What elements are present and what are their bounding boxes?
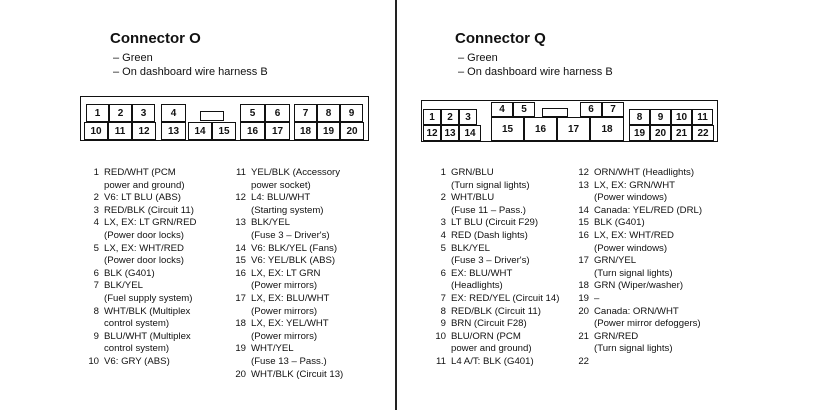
wire-pin-number: 6 bbox=[440, 267, 446, 279]
wire-entry bbox=[85, 192, 196, 205]
wire-pin-number: 13 bbox=[578, 179, 589, 191]
pin-q-13: 13 bbox=[441, 125, 459, 141]
pin-o-1: 1 bbox=[86, 104, 109, 122]
wire-description-line: GRN/BLU bbox=[451, 167, 494, 178]
wire-description-line: LX, EX: WHT/RED bbox=[104, 242, 184, 254]
wire-description-line: BLK/YEL bbox=[451, 242, 490, 254]
wire-entry bbox=[432, 243, 559, 268]
wire-description-line: Canada: YEL/RED (DRL) bbox=[594, 204, 703, 216]
pin-q-17: 17 bbox=[557, 117, 590, 141]
wire-pin-number: 5 bbox=[440, 242, 446, 254]
wire-description bbox=[104, 243, 184, 268]
wire-description bbox=[251, 268, 321, 293]
wire-pin-number: 16 bbox=[578, 229, 589, 241]
wire-description-line: L4 A/T: BLK (G401) bbox=[451, 355, 534, 367]
wire-description bbox=[104, 167, 185, 192]
wire-description-line: (Power door locks) bbox=[104, 229, 184, 241]
pin-q-10: 10 bbox=[671, 109, 692, 125]
wire-description-line: BLU/WHT (Multiplex bbox=[104, 330, 191, 342]
wire-pin-number: 7 bbox=[93, 280, 99, 292]
wire-entry bbox=[232, 343, 343, 368]
wire-entry bbox=[575, 167, 702, 180]
wire-description bbox=[251, 343, 327, 368]
wire-description-line: LX, EX: LT GRN/RED bbox=[104, 217, 197, 229]
wire-pin-number: 18 bbox=[235, 318, 246, 330]
divider-line bbox=[395, 0, 397, 410]
wire-description bbox=[104, 205, 194, 218]
wire-description-line: ORN/WHT (Headlights) bbox=[594, 167, 695, 178]
wire-entry bbox=[432, 167, 559, 192]
wire-entry bbox=[232, 192, 343, 217]
wire-entry bbox=[575, 280, 702, 293]
wire-pin-number: 2 bbox=[440, 192, 446, 204]
wire-description bbox=[251, 255, 335, 268]
wire-description-line: LX, EX: GRN/WHT bbox=[594, 179, 676, 191]
wire-description bbox=[594, 205, 702, 218]
wire-entry bbox=[432, 293, 559, 306]
wire-entry bbox=[232, 293, 343, 318]
pin-q-9: 9 bbox=[650, 109, 671, 125]
wire-description bbox=[104, 192, 181, 205]
wire-pin-number: 13 bbox=[235, 217, 246, 229]
pin-o-13: 13 bbox=[161, 122, 186, 140]
wire-description bbox=[251, 318, 329, 343]
wire-entry bbox=[232, 268, 343, 293]
wire-description-line: (Starting system) bbox=[251, 204, 324, 216]
wire-description bbox=[594, 167, 694, 180]
connector-o-list-col1 bbox=[85, 167, 196, 369]
wire-description bbox=[451, 217, 538, 230]
wire-entry bbox=[432, 306, 559, 319]
wire-description bbox=[451, 192, 526, 217]
wire-description bbox=[451, 268, 512, 293]
wire-pin-number: 1 bbox=[93, 167, 99, 178]
wire-pin-number: 10 bbox=[88, 355, 99, 367]
pin-q-19: 19 bbox=[629, 125, 650, 141]
wire-description bbox=[104, 217, 196, 242]
wire-description bbox=[251, 369, 343, 382]
wire-description-line: LX, EX: WHT/RED bbox=[594, 229, 674, 241]
wire-pin-number: 19 bbox=[235, 343, 246, 355]
wire-description bbox=[251, 293, 329, 318]
wire-description-line: GRN (Wiper/washer) bbox=[594, 280, 684, 292]
wire-description-line: BLK/YEL bbox=[104, 280, 143, 292]
pin-o-11: 11 bbox=[108, 122, 132, 140]
wire-description-line: BRN (Circuit F28) bbox=[451, 318, 527, 330]
connector-q-color: – Green bbox=[458, 52, 498, 64]
wire-description-line: (Power mirrors) bbox=[251, 305, 318, 317]
pin-q-3: 3 bbox=[459, 109, 477, 125]
wire-description bbox=[594, 293, 599, 306]
wire-pin-number: 3 bbox=[440, 217, 446, 229]
wire-description-line: (Fuse 3 – Driver's) bbox=[451, 255, 530, 267]
wire-description bbox=[594, 217, 645, 230]
pin-o-2: 2 bbox=[109, 104, 132, 122]
wire-entry bbox=[85, 243, 196, 268]
wire-description bbox=[251, 243, 337, 256]
pin-q-11: 11 bbox=[692, 109, 713, 125]
wire-entry bbox=[85, 205, 196, 218]
wire-entry bbox=[432, 192, 559, 217]
pin-q-1: 1 bbox=[423, 109, 441, 125]
wire-entry bbox=[575, 356, 702, 369]
wire-description-line: (Power mirrors) bbox=[251, 330, 318, 342]
wire-description bbox=[451, 331, 532, 356]
wire-description-line: L4: BLU/WHT bbox=[251, 192, 311, 204]
wire-description bbox=[451, 293, 559, 306]
wire-pin-number: 14 bbox=[578, 204, 589, 216]
wire-entry bbox=[85, 306, 196, 331]
wire-description bbox=[594, 230, 674, 255]
wire-pin-number: 1 bbox=[440, 167, 446, 178]
wire-description-line: power socket) bbox=[251, 179, 311, 191]
wire-description bbox=[451, 243, 530, 268]
wire-description-line: (Turn signal lights) bbox=[594, 267, 673, 279]
wire-description bbox=[251, 167, 340, 192]
wire-description-line: WHT/BLU bbox=[451, 192, 495, 204]
wire-entry bbox=[85, 280, 196, 305]
pin-o-17: 17 bbox=[265, 122, 290, 140]
wire-description-line: V6: YEL/BLK (ABS) bbox=[251, 255, 336, 267]
wire-pin-number: 11 bbox=[236, 167, 246, 178]
wire-description-line: BLK/YEL bbox=[251, 217, 290, 229]
wire-entry bbox=[432, 230, 559, 243]
wire-pin-number: 12 bbox=[235, 192, 246, 204]
wire-pin-number: 4 bbox=[93, 217, 99, 229]
wire-description-line: power and ground) bbox=[104, 179, 185, 191]
wire-entry bbox=[575, 205, 702, 218]
wire-entry bbox=[432, 217, 559, 230]
wire-pin-number: 6 bbox=[93, 267, 99, 279]
wire-pin-number: 17 bbox=[235, 292, 246, 304]
connector-q-location: – On dashboard wire harness B bbox=[458, 66, 613, 78]
pin-o-5: 5 bbox=[240, 104, 265, 122]
pin-o-12: 12 bbox=[132, 122, 156, 140]
wire-pin-number: 4 bbox=[440, 229, 446, 241]
wire-description-line: (Turn signal lights) bbox=[451, 179, 530, 191]
wire-entry bbox=[232, 318, 343, 343]
pin-o-4: 4 bbox=[161, 104, 186, 122]
wire-description-line: WHT/BLK (Circuit 13) bbox=[251, 368, 344, 380]
wire-description bbox=[594, 306, 701, 331]
pin-q-22: 22 bbox=[692, 125, 714, 141]
wire-pin-number: 9 bbox=[440, 318, 446, 330]
pin-q-21: 21 bbox=[671, 125, 692, 141]
wire-pin-number: 10 bbox=[435, 330, 446, 342]
wire-entry bbox=[575, 331, 702, 356]
pin-o-15: 15 bbox=[212, 122, 236, 140]
wire-description-line: – bbox=[594, 292, 600, 304]
pin-o-7: 7 bbox=[294, 104, 317, 122]
wire-entry bbox=[232, 243, 343, 256]
wire-entry bbox=[85, 268, 196, 281]
wire-description-line: BLK (G401) bbox=[104, 267, 155, 279]
wire-description bbox=[104, 268, 155, 281]
wire-entry bbox=[432, 268, 559, 293]
pin-o-8: 8 bbox=[317, 104, 340, 122]
wire-pin-number: 17 bbox=[578, 255, 589, 267]
wire-description bbox=[251, 192, 324, 217]
wire-description-line: RED/BLK (Circuit 11) bbox=[104, 204, 194, 216]
pin-o-6: 6 bbox=[265, 104, 290, 122]
wire-entry bbox=[85, 217, 196, 242]
pin-q-20: 20 bbox=[650, 125, 671, 141]
pin-q-18: 18 bbox=[590, 117, 624, 141]
wire-description-line: LX, EX: LT GRN bbox=[251, 267, 321, 279]
wire-description-line: WHT/BLK (Multiplex bbox=[104, 305, 191, 317]
wire-pin-number: 8 bbox=[440, 305, 446, 317]
wire-description-line: EX: BLU/WHT bbox=[451, 267, 513, 279]
wire-description bbox=[451, 306, 541, 319]
wire-description-line: V6: GRY (ABS) bbox=[104, 355, 170, 367]
wire-description bbox=[104, 356, 170, 369]
wire-description-line: (Power windows) bbox=[594, 192, 668, 204]
connector-o-title: Connector O bbox=[110, 30, 201, 47]
wire-description-line: (Fuse 11 – Pass.) bbox=[451, 204, 527, 216]
wire-entry bbox=[432, 318, 559, 331]
wire-description bbox=[451, 318, 527, 331]
wire-pin-number: 2 bbox=[93, 192, 99, 204]
wire-pin-number: 8 bbox=[93, 305, 99, 317]
wire-entry bbox=[232, 217, 343, 242]
wire-description-line: RED/WHT (PCM bbox=[104, 167, 176, 178]
connector-o-color: – Green bbox=[113, 52, 153, 64]
wire-description-line: RED (Dash lights) bbox=[451, 229, 528, 241]
wire-description bbox=[104, 331, 191, 356]
pin-q-15: 15 bbox=[491, 117, 524, 141]
connector-q-key bbox=[542, 108, 568, 117]
wire-pin-number: 12 bbox=[578, 167, 589, 178]
wire-description bbox=[594, 255, 673, 280]
wire-description-line: V6: LT BLU (ABS) bbox=[104, 192, 181, 204]
pin-q-12: 12 bbox=[423, 125, 441, 141]
pin-q-6: 6 bbox=[580, 102, 602, 117]
wire-description-line: WHT/YEL bbox=[251, 343, 294, 355]
connector-o-list-col2 bbox=[232, 167, 343, 381]
wire-description-line: (Power mirror defoggers) bbox=[594, 318, 701, 330]
wire-description-line: BLK (G401) bbox=[594, 217, 645, 229]
wire-pin-number: 21 bbox=[578, 330, 589, 342]
pin-o-20: 20 bbox=[340, 122, 364, 140]
connector-q-list-col2 bbox=[575, 167, 702, 369]
wire-description-line: power and ground) bbox=[451, 343, 532, 355]
wire-description-line: (Fuse 3 – Driver's) bbox=[251, 229, 330, 241]
wire-pin-number: 18 bbox=[578, 280, 589, 292]
wire-entry bbox=[575, 255, 702, 280]
wire-entry bbox=[575, 293, 702, 306]
wire-entry bbox=[432, 331, 559, 356]
wire-entry bbox=[85, 331, 196, 356]
wire-description-line: (Headlights) bbox=[451, 280, 503, 292]
wire-pin-number: 15 bbox=[578, 217, 589, 229]
wire-description-line: LX, EX: BLU/WHT bbox=[251, 292, 330, 304]
wire-entry bbox=[575, 217, 702, 230]
wire-description-line: control system) bbox=[104, 343, 170, 355]
wire-description bbox=[594, 180, 675, 205]
pin-q-2: 2 bbox=[441, 109, 459, 125]
wire-pin-number: 7 bbox=[440, 292, 446, 304]
wire-entry bbox=[85, 167, 196, 192]
wire-description-line bbox=[594, 356, 597, 369]
pin-q-4: 4 bbox=[491, 102, 513, 117]
pin-q-5: 5 bbox=[513, 102, 535, 117]
wire-description bbox=[451, 356, 534, 369]
pin-o-3: 3 bbox=[132, 104, 155, 122]
wire-pin-number: 9 bbox=[93, 330, 99, 342]
wire-description-line: YEL/BLK (Accessory bbox=[251, 167, 341, 178]
wire-entry bbox=[232, 369, 343, 382]
connector-o-key bbox=[200, 111, 224, 121]
wire-description bbox=[451, 167, 530, 192]
wire-entry bbox=[575, 306, 702, 331]
wire-pin-number: 14 bbox=[235, 242, 246, 254]
wire-description-line: (Power door locks) bbox=[104, 255, 184, 267]
wire-entry bbox=[432, 356, 559, 369]
pin-q-7: 7 bbox=[602, 102, 624, 117]
wire-description-line: Canada: ORN/WHT bbox=[594, 305, 679, 317]
wire-description-line: EX: RED/YEL (Circuit 14) bbox=[451, 292, 560, 304]
pin-o-19: 19 bbox=[317, 122, 340, 140]
wire-pin-number: 5 bbox=[93, 242, 99, 254]
connector-q-list-col1 bbox=[432, 167, 559, 369]
wire-description bbox=[451, 230, 528, 243]
wire-pin-number: 3 bbox=[93, 204, 99, 216]
pin-o-10: 10 bbox=[84, 122, 108, 140]
pin-o-9: 9 bbox=[340, 104, 363, 122]
wire-description-line: (Power windows) bbox=[594, 242, 668, 254]
wire-description-line: control system) bbox=[104, 318, 170, 330]
wire-pin-number: 20 bbox=[578, 305, 589, 317]
wire-entry bbox=[232, 167, 343, 192]
wire-pin-number: 11 bbox=[436, 355, 446, 367]
wire-description-line: (Power mirrors) bbox=[251, 280, 318, 292]
wire-description-line: GRN/RED bbox=[594, 330, 639, 342]
pin-o-18: 18 bbox=[294, 122, 317, 140]
wire-entry bbox=[85, 356, 196, 369]
wire-description bbox=[251, 217, 330, 242]
wire-description-line: (Fuel supply system) bbox=[104, 292, 193, 304]
wire-description-line: LT BLU (Circuit F29) bbox=[451, 217, 539, 229]
pin-o-16: 16 bbox=[240, 122, 265, 140]
wire-entry bbox=[575, 180, 702, 205]
wire-description-line: RED/BLK (Circuit 11) bbox=[451, 305, 541, 317]
connector-o-location: – On dashboard wire harness B bbox=[113, 66, 268, 78]
wire-description bbox=[104, 306, 190, 331]
pin-o-14: 14 bbox=[188, 122, 212, 140]
wire-pin-number: 16 bbox=[235, 267, 246, 279]
wire-pin-number: 19 bbox=[578, 292, 589, 304]
wire-description bbox=[594, 331, 673, 356]
wire-pin-number: 15 bbox=[235, 255, 246, 267]
wire-entry bbox=[232, 255, 343, 268]
wire-description-line: BLU/ORN (PCM bbox=[451, 330, 521, 342]
wire-pin-number: 20 bbox=[235, 368, 246, 380]
wire-description bbox=[594, 280, 683, 293]
wire-description bbox=[594, 356, 597, 369]
wire-entry bbox=[575, 230, 702, 255]
pin-q-14: 14 bbox=[459, 125, 481, 141]
wire-description-line: (Turn signal lights) bbox=[594, 343, 673, 355]
wire-description-line: LX, EX: YEL/WHT bbox=[251, 318, 329, 330]
wire-description-line: GRN/YEL bbox=[594, 255, 637, 267]
wire-description-line: V6: BLK/YEL (Fans) bbox=[251, 242, 338, 254]
pin-q-8: 8 bbox=[629, 109, 650, 125]
wire-description-line: (Fuse 13 – Pass.) bbox=[251, 355, 327, 367]
pin-q-16: 16 bbox=[524, 117, 557, 141]
wire-description bbox=[104, 280, 193, 305]
wire-pin-number: 22 bbox=[578, 355, 589, 367]
connector-q-title: Connector Q bbox=[455, 30, 546, 47]
